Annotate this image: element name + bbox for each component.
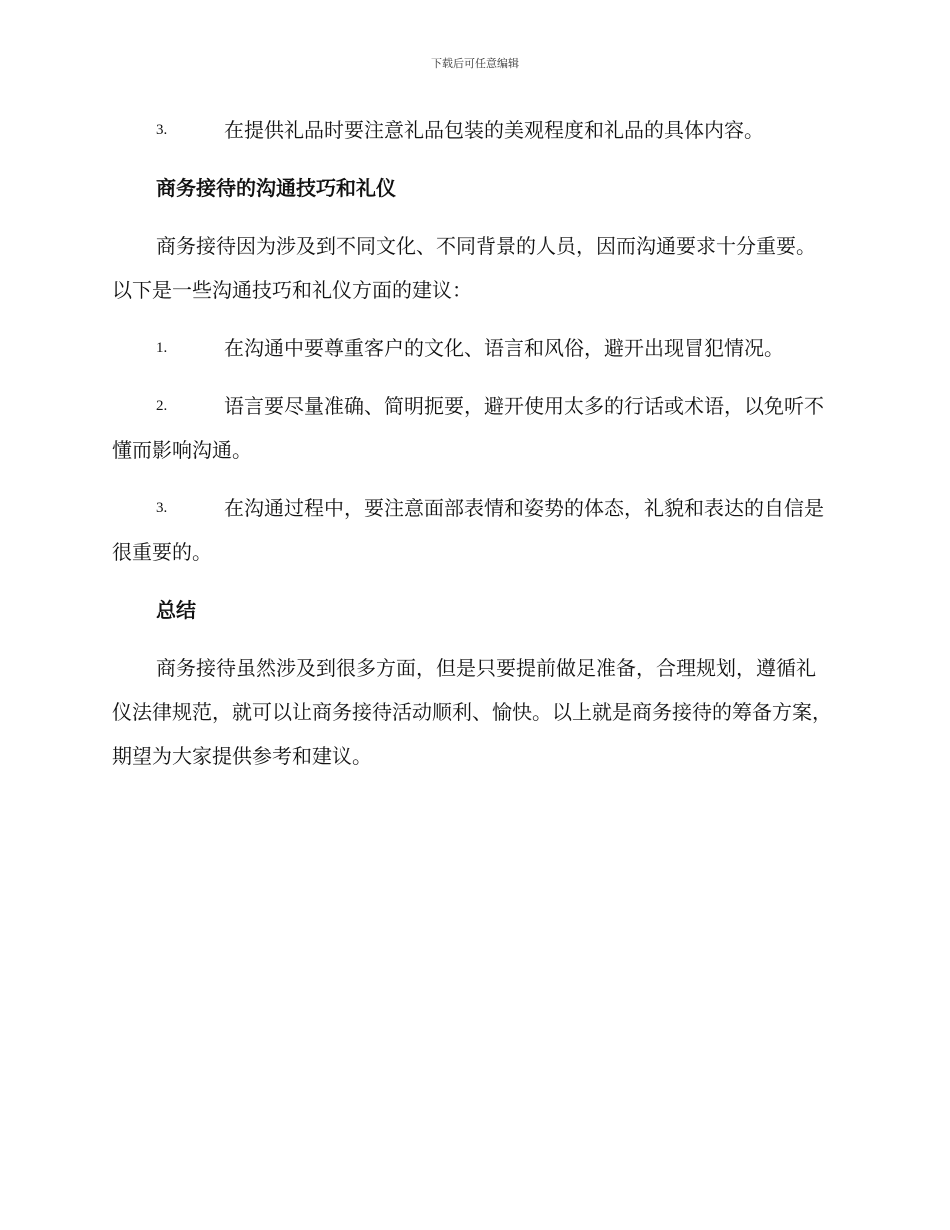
section-heading-summary: 总结 xyxy=(156,598,196,622)
list-item-communication-1 xyxy=(112,326,832,370)
list-number: 1. xyxy=(156,340,168,356)
list-text: 在沟通中要尊重客户的文化、语言和风俗，避开出现冒犯情况。 xyxy=(224,336,784,360)
list-number: 3. xyxy=(156,500,168,516)
list-number: 2. xyxy=(156,398,168,414)
header-note: 下载后可任意编辑 xyxy=(431,57,519,70)
list-text: 在提供礼品时要注意礼品包装的美观程度和礼品的具体内容。 xyxy=(224,118,764,142)
section-heading-communication: 商务接待的沟通技巧和礼仪 xyxy=(156,176,396,200)
summary-paragraph: 商务接待虽然涉及到很多方面，但是只要提前做足准备，合理规划，遵循礼仪法律规范，就可以让商务接待活动顺利、愉快。以上就是商务接待的筹备方案，期望为大家提供参考和建议。 xyxy=(112,656,832,768)
list-text: 语言要尽量准确、简明扼要，避开使用太多的行话或术语，以免听不懂而影响沟通。 xyxy=(112,394,824,462)
document-content xyxy=(112,108,832,792)
list-item-communication-3 xyxy=(112,486,832,574)
list-text: 在沟通过程中，要注意面部表情和姿势的体态，礼貌和表达的自信是很重要的。 xyxy=(112,496,824,564)
list-number: 3. xyxy=(156,122,168,138)
list-item-communication-2 xyxy=(112,384,832,472)
communication-intro: 商务接待因为涉及到不同文化、不同背景的人员，因而沟通要求十分重要。以下是一些沟通技巧和礼仪方面的建议： xyxy=(112,234,816,302)
list-item-gift-3 xyxy=(112,108,832,152)
